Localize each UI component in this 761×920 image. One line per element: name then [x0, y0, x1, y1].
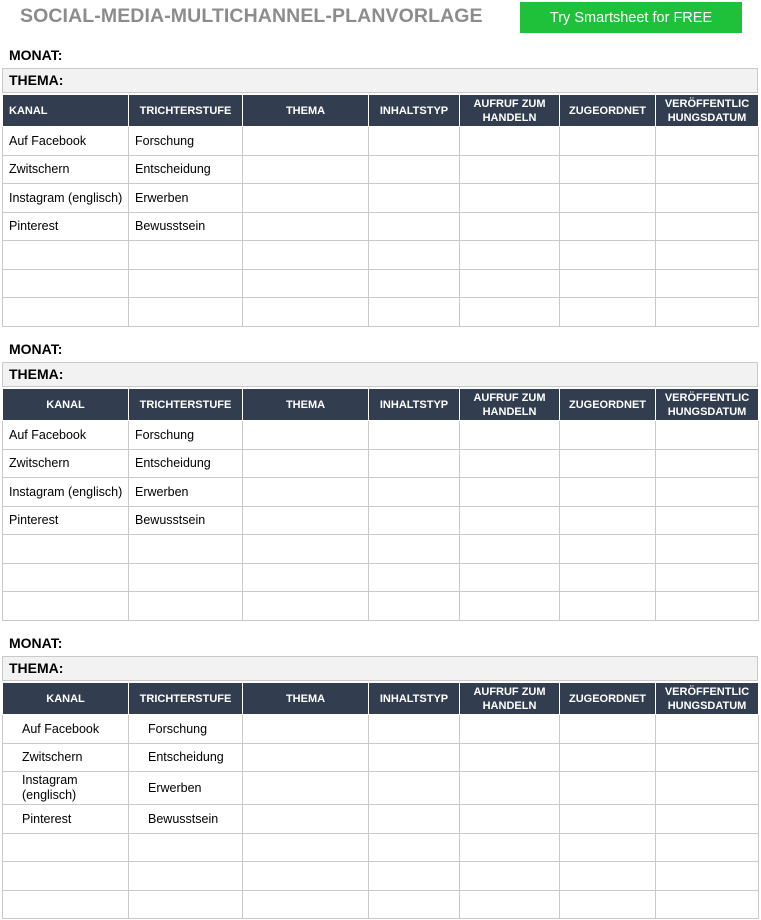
table-cell[interactable]: [560, 449, 656, 478]
table-cell[interactable]: [560, 535, 656, 564]
table-cell[interactable]: [460, 155, 560, 184]
table-cell[interactable]: [369, 421, 460, 450]
kanal-cell[interactable]: Pinterest: [3, 805, 129, 834]
table-cell[interactable]: [560, 506, 656, 535]
trichterstufe-cell[interactable]: Entscheidung: [129, 449, 243, 478]
table-cell[interactable]: [369, 715, 460, 744]
table-cell[interactable]: [656, 421, 759, 450]
table-cell[interactable]: [460, 563, 560, 592]
kanal-cell[interactable]: Instagram (englisch): [3, 184, 129, 213]
table-cell[interactable]: [460, 833, 560, 862]
table-cell[interactable]: [369, 184, 460, 213]
table-cell[interactable]: [243, 421, 369, 450]
table-cell[interactable]: [243, 743, 369, 772]
table-row: [3, 478, 759, 507]
table-cell[interactable]: [369, 592, 460, 621]
column-header: THEMA: [243, 95, 369, 127]
table-row: [3, 155, 759, 184]
column-header: INHALTSTYP: [369, 389, 460, 421]
table-cell[interactable]: [460, 298, 560, 327]
table-cell[interactable]: [460, 592, 560, 621]
table-row: [3, 715, 759, 744]
table-cell[interactable]: [460, 506, 560, 535]
table-cell[interactable]: [369, 241, 460, 270]
table-cell[interactable]: [560, 212, 656, 241]
table-cell[interactable]: [243, 805, 369, 834]
trichterstufe-cell[interactable]: [129, 241, 243, 270]
thema-label[interactable]: THEMA:: [2, 656, 758, 681]
table-cell[interactable]: [243, 298, 369, 327]
column-header: AUFRUF ZUM HANDELN: [460, 95, 560, 127]
column-header: ZUGEORDNET: [560, 683, 656, 715]
table-cell[interactable]: [560, 298, 656, 327]
trichterstufe-cell[interactable]: Erwerben: [129, 184, 243, 213]
trichterstufe-cell[interactable]: [129, 535, 243, 564]
table-cell[interactable]: [460, 184, 560, 213]
trichterstufe-cell[interactable]: [129, 592, 243, 621]
table-cell[interactable]: [656, 155, 759, 184]
kanal-cell[interactable]: [3, 862, 129, 891]
table-cell[interactable]: [243, 563, 369, 592]
table-row: [3, 535, 759, 564]
table-cell[interactable]: [243, 592, 369, 621]
trichterstufe-cell[interactable]: Bewusstsein: [129, 506, 243, 535]
table-cell[interactable]: [460, 743, 560, 772]
table-cell[interactable]: [656, 592, 759, 621]
table-cell[interactable]: [369, 212, 460, 241]
table-cell[interactable]: [243, 184, 369, 213]
column-header: VERÖFFENTLIC HUNGSDATUM: [656, 95, 759, 127]
table-row: [3, 184, 759, 213]
kanal-cell[interactable]: Zwitschern: [3, 743, 129, 772]
table-row: [3, 890, 759, 919]
trichterstufe-cell[interactable]: Forschung: [129, 127, 243, 156]
table-cell[interactable]: [560, 269, 656, 298]
thema-label[interactable]: THEMA:: [2, 68, 758, 93]
column-header: VERÖFFENTLIC HUNGSDATUM: [656, 389, 759, 421]
table-cell[interactable]: [656, 478, 759, 507]
table-cell[interactable]: [369, 269, 460, 298]
table-row: [3, 506, 759, 535]
table-cell[interactable]: [460, 478, 560, 507]
table-cell[interactable]: [560, 127, 656, 156]
table-cell[interactable]: [560, 890, 656, 919]
table-cell[interactable]: [243, 890, 369, 919]
trichterstufe-cell[interactable]: Entscheidung: [129, 743, 243, 772]
table-row: [3, 127, 759, 156]
table-row: [3, 212, 759, 241]
table-row: [3, 298, 759, 327]
table-cell[interactable]: [656, 862, 759, 891]
table-cell[interactable]: [560, 184, 656, 213]
table-cell[interactable]: [369, 862, 460, 891]
kanal-cell[interactable]: [3, 535, 129, 564]
plan-table: [2, 682, 759, 919]
trichterstufe-cell[interactable]: Bewusstsein: [129, 805, 243, 834]
kanal-cell[interactable]: Pinterest: [3, 506, 129, 535]
column-header: KANAL: [3, 389, 129, 421]
page-title: SOCIAL-MEDIA-MULTICHANNEL-PLANVORLAGE: [20, 5, 483, 27]
table-cell[interactable]: [460, 890, 560, 919]
table-row: [3, 592, 759, 621]
column-header: THEMA: [243, 389, 369, 421]
kanal-cell[interactable]: Instagram (englisch): [3, 772, 129, 805]
table-cell[interactable]: [560, 715, 656, 744]
table-row: [3, 805, 759, 834]
table-cell[interactable]: [560, 862, 656, 891]
table-row: [3, 269, 759, 298]
kanal-cell[interactable]: [3, 833, 129, 862]
table-cell[interactable]: [460, 421, 560, 450]
thema-label[interactable]: THEMA:: [2, 362, 758, 387]
monat-label: MONAT:: [9, 47, 63, 63]
trichterstufe-cell[interactable]: [129, 833, 243, 862]
table-cell[interactable]: [243, 862, 369, 891]
kanal-cell[interactable]: Auf Facebook: [3, 715, 129, 744]
table-cell[interactable]: [460, 241, 560, 270]
kanal-cell[interactable]: [3, 241, 129, 270]
table-cell[interactable]: [369, 478, 460, 507]
trichterstufe-cell[interactable]: Entscheidung: [129, 155, 243, 184]
table-cell[interactable]: [560, 743, 656, 772]
table-cell[interactable]: [656, 506, 759, 535]
table-cell[interactable]: [243, 155, 369, 184]
table-cell[interactable]: [369, 743, 460, 772]
table-cell[interactable]: [560, 833, 656, 862]
table-cell[interactable]: [560, 772, 656, 805]
table-cell[interactable]: [656, 743, 759, 772]
table-cell[interactable]: [460, 805, 560, 834]
table-cell[interactable]: [460, 535, 560, 564]
table-row: [3, 563, 759, 592]
trichterstufe-cell[interactable]: [129, 298, 243, 327]
trichterstufe-cell[interactable]: Forschung: [129, 715, 243, 744]
table-cell[interactable]: [369, 298, 460, 327]
table-cell[interactable]: [560, 421, 656, 450]
table-cell[interactable]: [243, 241, 369, 270]
table-cell[interactable]: [656, 241, 759, 270]
table-cell[interactable]: [460, 862, 560, 891]
trichterstufe-cell[interactable]: Erwerben: [129, 478, 243, 507]
table-row: [3, 421, 759, 450]
table-cell[interactable]: [560, 241, 656, 270]
trichterstufe-cell[interactable]: [129, 563, 243, 592]
table-cell[interactable]: [369, 155, 460, 184]
table-row: [3, 862, 759, 891]
column-header: TRICHTERSTUFE: [129, 683, 243, 715]
kanal-cell[interactable]: Pinterest: [3, 212, 129, 241]
table-cell[interactable]: [656, 715, 759, 744]
table-cell[interactable]: [243, 212, 369, 241]
kanal-cell[interactable]: Instagram (englisch): [3, 478, 129, 507]
table-cell[interactable]: [656, 269, 759, 298]
table-cell[interactable]: [243, 478, 369, 507]
trichterstufe-cell[interactable]: Forschung: [129, 421, 243, 450]
table-cell[interactable]: [460, 127, 560, 156]
table-cell[interactable]: [243, 127, 369, 156]
table-cell[interactable]: [656, 298, 759, 327]
column-header: INHALTSTYP: [369, 95, 460, 127]
table-cell[interactable]: [656, 833, 759, 862]
plan-table: [2, 388, 759, 621]
kanal-cell[interactable]: Zwitschern: [3, 155, 129, 184]
kanal-cell[interactable]: Auf Facebook: [3, 127, 129, 156]
trichterstufe-cell[interactable]: [129, 890, 243, 919]
table-cell[interactable]: [560, 805, 656, 834]
kanal-cell[interactable]: [3, 298, 129, 327]
trichterstufe-cell[interactable]: [129, 269, 243, 298]
table-cell[interactable]: [243, 715, 369, 744]
table-cell[interactable]: [369, 563, 460, 592]
table-cell[interactable]: [656, 805, 759, 834]
table-cell[interactable]: [656, 772, 759, 805]
table-cell[interactable]: [460, 212, 560, 241]
table-cell[interactable]: [243, 269, 369, 298]
table-cell[interactable]: [369, 535, 460, 564]
column-header: ZUGEORDNET: [560, 389, 656, 421]
column-header: INHALTSTYP: [369, 683, 460, 715]
table-cell[interactable]: [656, 127, 759, 156]
try-smartsheet-button[interactable]: Try Smartsheet for FREE: [520, 2, 742, 33]
kanal-cell[interactable]: [3, 269, 129, 298]
table-cell[interactable]: [560, 155, 656, 184]
table-row: [3, 743, 759, 772]
kanal-cell[interactable]: [3, 592, 129, 621]
column-header: AUFRUF ZUM HANDELN: [460, 389, 560, 421]
table-cell[interactable]: [369, 127, 460, 156]
table-cell[interactable]: [369, 890, 460, 919]
kanal-cell[interactable]: Zwitschern: [3, 449, 129, 478]
table-row: [3, 833, 759, 862]
table-row: [3, 772, 759, 805]
table-cell[interactable]: [243, 506, 369, 535]
table-cell[interactable]: [369, 449, 460, 478]
trichterstufe-cell[interactable]: [129, 862, 243, 891]
table-cell[interactable]: [243, 772, 369, 805]
table-cell[interactable]: [460, 715, 560, 744]
column-header: AUFRUF ZUM HANDELN: [460, 683, 560, 715]
column-header: TRICHTERSTUFE: [129, 95, 243, 127]
table-cell[interactable]: [369, 833, 460, 862]
table-cell[interactable]: [243, 449, 369, 478]
monat-label: MONAT:: [9, 341, 63, 357]
table-cell[interactable]: [656, 449, 759, 478]
table-cell[interactable]: [460, 449, 560, 478]
kanal-cell[interactable]: Auf Facebook: [3, 421, 129, 450]
table-cell[interactable]: [460, 772, 560, 805]
column-header: TRICHTERSTUFE: [129, 389, 243, 421]
column-header: KANAL: [3, 95, 129, 127]
column-header: THEMA: [243, 683, 369, 715]
table-cell[interactable]: [560, 592, 656, 621]
table-cell[interactable]: [656, 535, 759, 564]
table-cell[interactable]: [243, 535, 369, 564]
table-cell[interactable]: [560, 563, 656, 592]
table-cell[interactable]: [369, 772, 460, 805]
column-header: KANAL: [3, 683, 129, 715]
table-row: [3, 449, 759, 478]
table-cell[interactable]: [656, 563, 759, 592]
monat-label: MONAT:: [9, 635, 63, 651]
trichterstufe-cell[interactable]: Bewusstsein: [129, 212, 243, 241]
table-cell[interactable]: [243, 833, 369, 862]
kanal-cell[interactable]: [3, 890, 129, 919]
table-cell[interactable]: [656, 212, 759, 241]
table-row: [3, 241, 759, 270]
table-cell[interactable]: [656, 184, 759, 213]
kanal-cell[interactable]: [3, 563, 129, 592]
trichterstufe-cell[interactable]: Erwerben: [129, 772, 243, 805]
plan-table: [2, 94, 759, 327]
table-cell[interactable]: [369, 805, 460, 834]
table-cell[interactable]: [460, 269, 560, 298]
column-header: ZUGEORDNET: [560, 95, 656, 127]
table-cell[interactable]: [369, 506, 460, 535]
column-header: VERÖFFENTLIC HUNGSDATUM: [656, 683, 759, 715]
table-cell[interactable]: [560, 478, 656, 507]
table-cell[interactable]: [656, 890, 759, 919]
